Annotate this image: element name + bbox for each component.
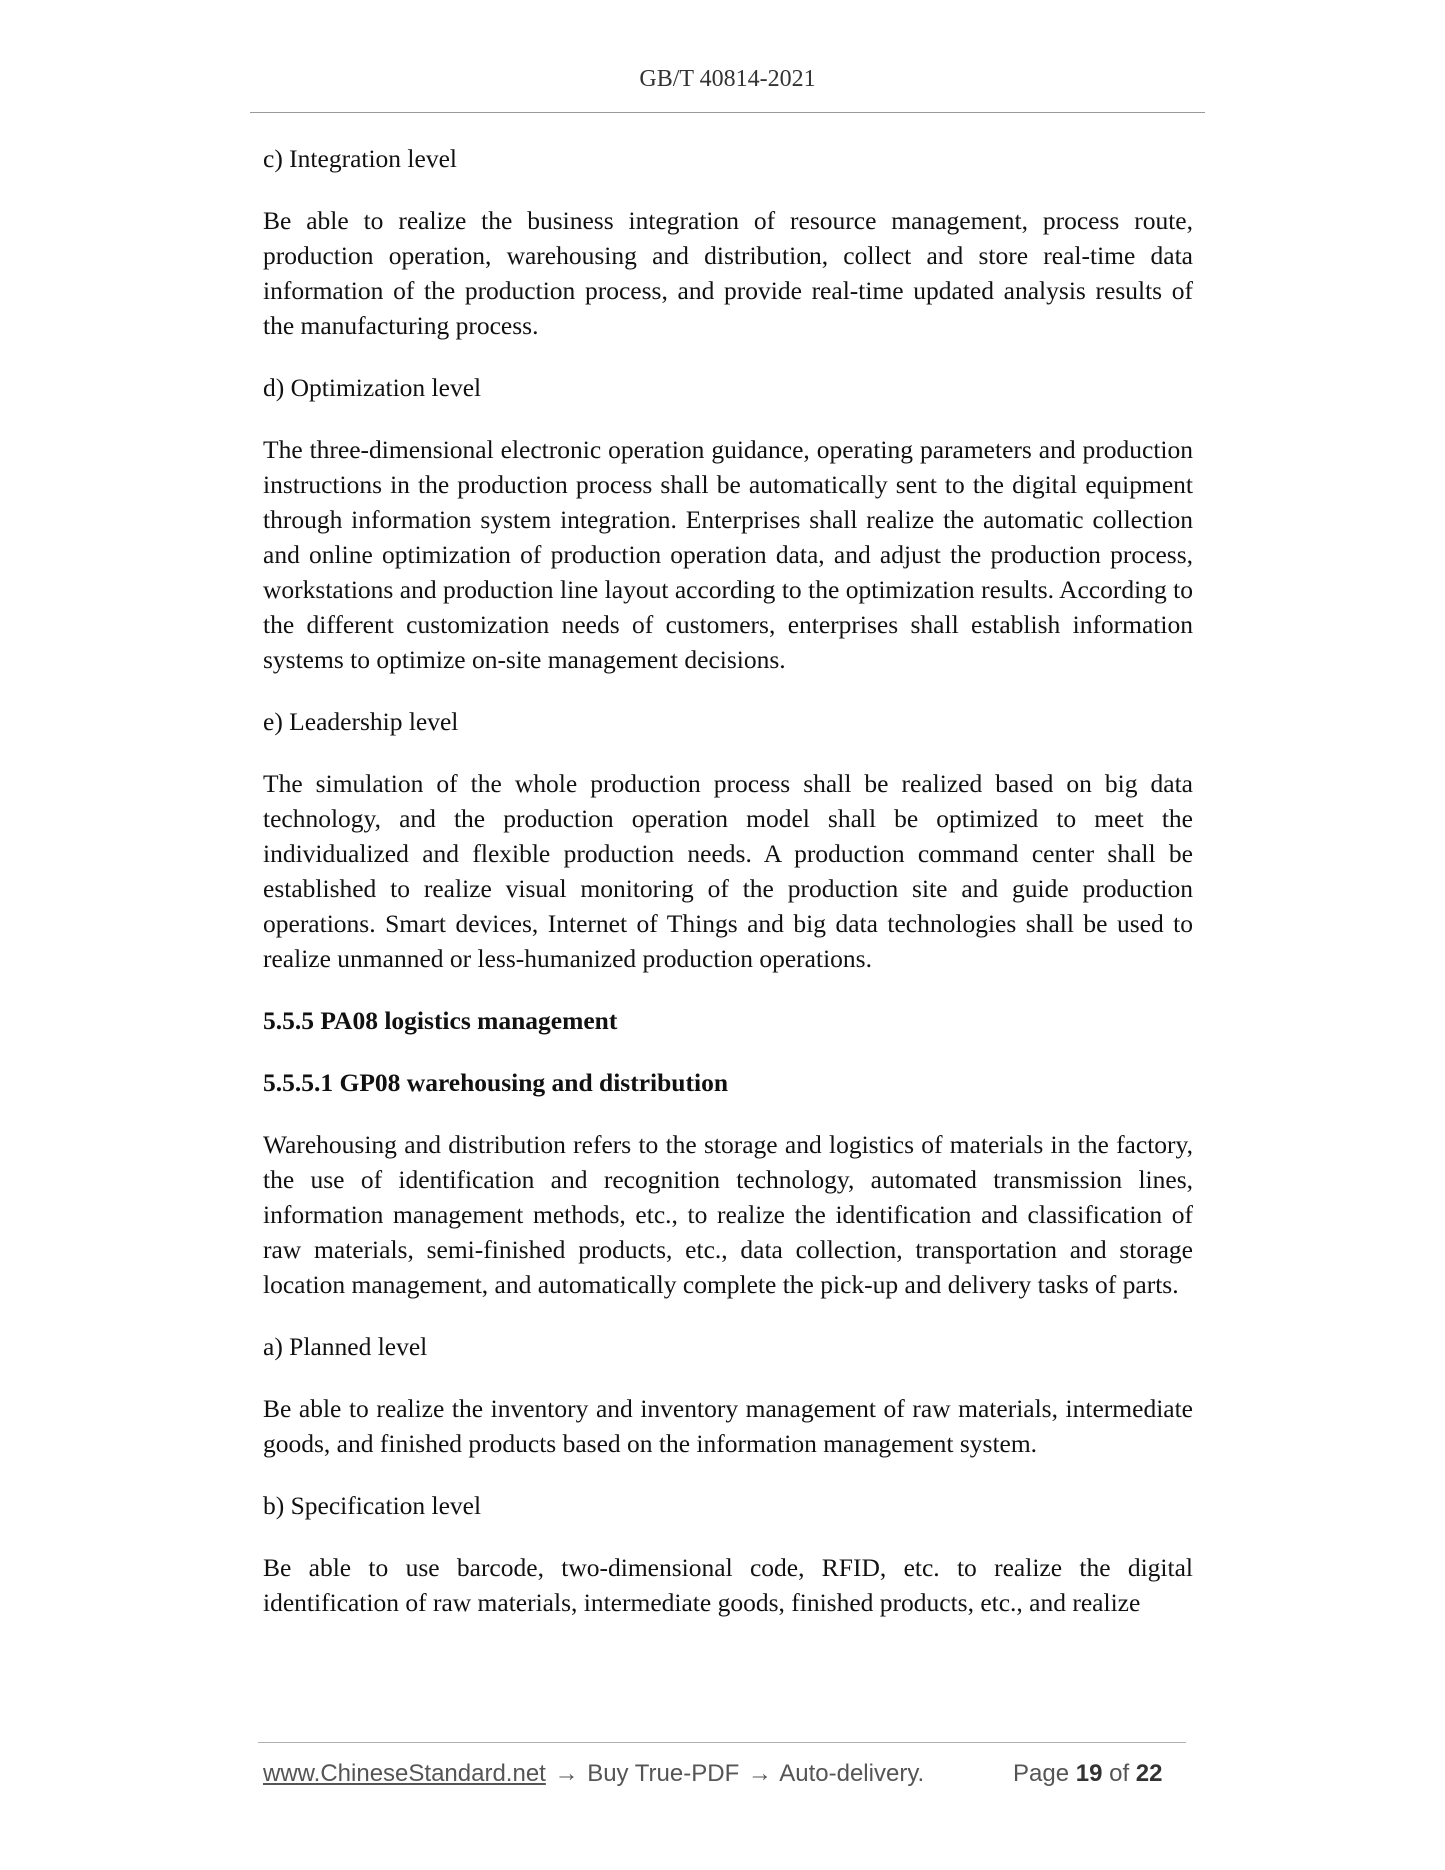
right-arrow-icon: →: [747, 1760, 772, 1787]
page-label: Page: [1013, 1760, 1070, 1787]
paragraph-integration: Be able to realize the business integration of resource management, process route, production operation, warehousing and distribution, collect and store real-time data information of the production process, and provide real-time updated analysis results of the manufacturing process.: [263, 206, 1193, 340]
section-label-integration: c) Integration level: [263, 144, 457, 173]
paragraph-planned: Be able to realize the inventory and inventory management of raw materials, intermediate goods, and finished products based on the information management system.: [263, 1394, 1193, 1458]
chinesestandard-link[interactable]: www.ChineseStandard.net: [263, 1760, 546, 1787]
page-current: 19: [1075, 1760, 1103, 1787]
section-label-planned: a) Planned level: [263, 1332, 428, 1361]
paragraph-specification: Be able to use barcode, two-dimensional code, RFID, etc. to realize the digital identification of raw materials, intermediate goods, finished products, etc., and realize: [263, 1553, 1193, 1617]
page-indicator: [1013, 1760, 1163, 1788]
buy-true-pdf-text: Buy True-PDF: [587, 1760, 740, 1787]
document-header: GB/T 40814-2021: [639, 66, 816, 92]
auto-delivery-text: Auto-delivery.: [779, 1760, 925, 1787]
of-label: of: [1109, 1760, 1130, 1787]
section-label-leadership: e) Leadership level: [263, 707, 459, 736]
paragraph-optimization: The three-dimensional electronic operation guidance, operating parameters and production instructions in the production process shall be automatically sent to the digital equipment through information system integration. Enterprises shall realize the automatic collection and online optimization of production operation data, and adjust the production process, workstations and production line layout according to the optimization results. According to the different customization needs of customers, enterprises shall establish information systems to optimize on-site management decisions.: [263, 435, 1193, 674]
document-body: [263, 141, 1193, 1647]
section-heading-logistics: 5.5.5 PA08 logistics management: [263, 1006, 618, 1035]
paragraph-warehousing: Warehousing and distribution refers to the storage and logistics of materials in the factory, the use of identification and recognition technology, automated transmission lines, information management methods, etc., to realize the identification and classification of raw materials, semi-finished products, etc., data collection, transportation and storage location management, and automatically complete the pick-up and delivery tasks of parts.: [263, 1130, 1193, 1299]
right-arrow-icon: →: [554, 1760, 579, 1787]
footer-promo: [263, 1760, 924, 1788]
section-heading-warehousing: 5.5.5.1 GP08 warehousing and distribution: [263, 1068, 729, 1097]
page-footer: [263, 1760, 1193, 1796]
section-label-optimization: d) Optimization level: [263, 373, 482, 402]
page-total: 22: [1135, 1760, 1163, 1787]
paragraph-leadership: The simulation of the whole production process shall be realized based on big data technology, and the production operation model shall be optimized to meet the individualized and flexible production needs. A production command center shall be established to realize visual monitoring of the production site and guide production operations. Smart devices, Internet of Things and big data technologies shall be used to realize unmanned or less-humanized production operations.: [263, 769, 1193, 973]
section-label-specification: b) Specification level: [263, 1491, 482, 1520]
header-divider: [250, 112, 1205, 113]
footer-divider: [258, 1742, 1186, 1743]
